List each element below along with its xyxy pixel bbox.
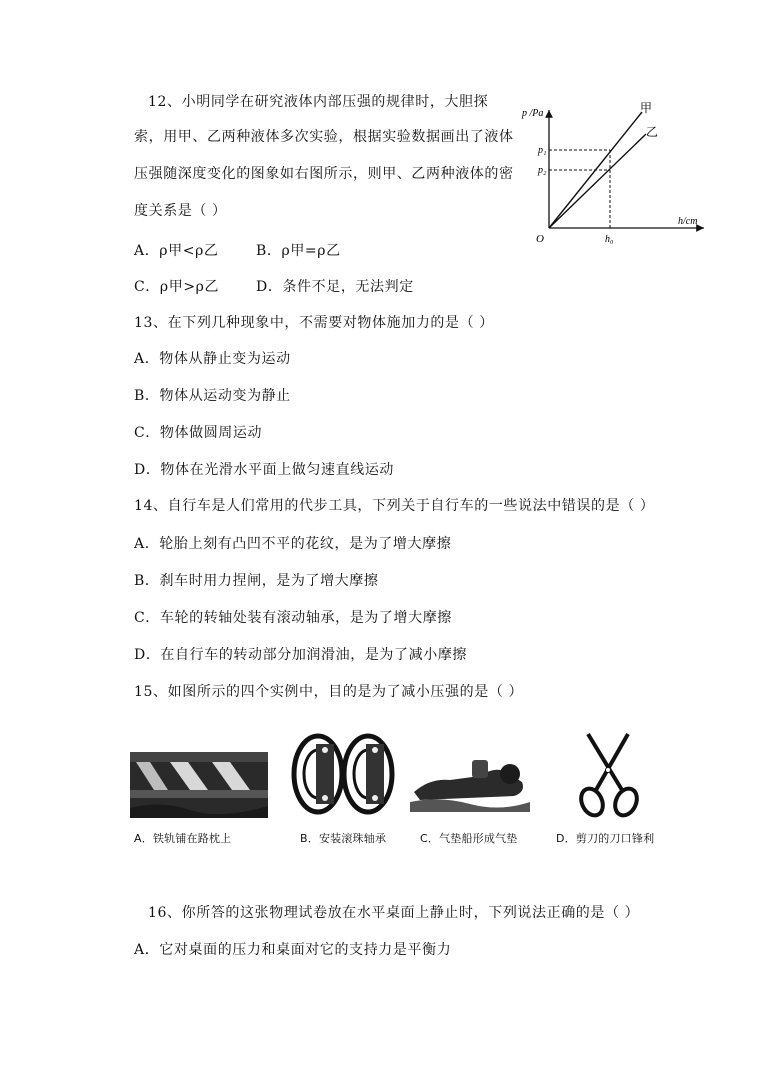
railway-track-image (130, 730, 270, 818)
q12-option-a: A．ρ甲<ρ乙 (134, 243, 219, 259)
q15-caption-a: A．铁轨铺在路枕上 (134, 832, 232, 845)
q12-stem-line-2: 索，用甲、乙两种液体多次实验，根据实验数据画出了液体 (134, 129, 514, 145)
graph-y-label: p /Pa (522, 108, 544, 119)
graph-jia-label: 甲 (640, 101, 653, 115)
ball-bearing-image (290, 730, 400, 820)
q13-option-d: D．物体在光滑水平面上做匀速直线运动 (134, 462, 395, 478)
q15-figures (130, 730, 675, 855)
scissors-image (570, 730, 650, 825)
graph-origin-label: O (536, 233, 544, 245)
graph-x-label: h/cm (678, 216, 698, 227)
q14-option-b: B．刹车时用力捏闸，是为了增大摩擦 (134, 573, 379, 589)
graph-line-yi (549, 134, 646, 228)
pressure-depth-graph (514, 100, 714, 250)
graph-h0-label: h₀ (605, 234, 614, 245)
q16-option-a: A．它对桌面的压力和桌面对它的支持力是平衡力 (134, 942, 452, 958)
q15-caption-c: C．气垫船形成气垫 (420, 832, 518, 845)
q15-stem: 15、如图所示的四个实例中，目的是为了减小压强的是（ ） (134, 684, 524, 700)
q12-option-b: B．ρ甲=ρ乙 (256, 243, 341, 259)
q15-caption-b: B．安装滚珠轴承 (300, 832, 387, 845)
q12-option-c: C．ρ甲>ρ乙 (134, 279, 220, 295)
q13-option-c: C．物体做圆周运动 (134, 425, 263, 441)
graph-p1-label: p₁ (538, 145, 547, 156)
q14-stem: 14、自行车是人们常用的代步工具，下列关于自行车的一些说法中错误的是（ ） (134, 498, 655, 514)
q15-caption-d: D．剪刀的刀口锋利 (556, 832, 655, 845)
q14-option-d: D．在自行车的转动部分加润滑油，是为了减小摩擦 (134, 647, 468, 663)
q12-option-d: D．条件不足，无法判定 (256, 279, 414, 295)
q13-stem: 13、在下列几种现象中，不需要对物体施加力的是（ ） (134, 315, 494, 331)
q14-option-a: A．轮胎上刻有凸凹不平的花纹，是为了增大摩擦 (134, 536, 452, 552)
hovercraft-image (410, 730, 530, 820)
graph-p2-label: p₂ (538, 165, 547, 176)
q14-option-c: C．车轮的转轴处装有滚动轴承，是为了增大摩擦 (134, 610, 452, 626)
q12-stem-line-1: 12、小明同学在研究液体内部压强的规律时，大胆探 (148, 94, 489, 110)
q13-option-a: A．物体从静止变为运动 (134, 351, 291, 367)
q13-option-b: B．物体从运动变为静止 (134, 388, 291, 404)
q12-stem-line-4: 度关系是（ ） (134, 203, 227, 219)
graph-yi-label: 乙 (646, 125, 659, 139)
q12-stem-line-3: 压强随深度变化的图象如右图所示，则甲、乙两种液体的密 (134, 166, 514, 182)
q16-stem: 16、你所答的这张物理试卷放在水平桌面上静止时，下列说法正确的是（ ） (148, 905, 640, 921)
